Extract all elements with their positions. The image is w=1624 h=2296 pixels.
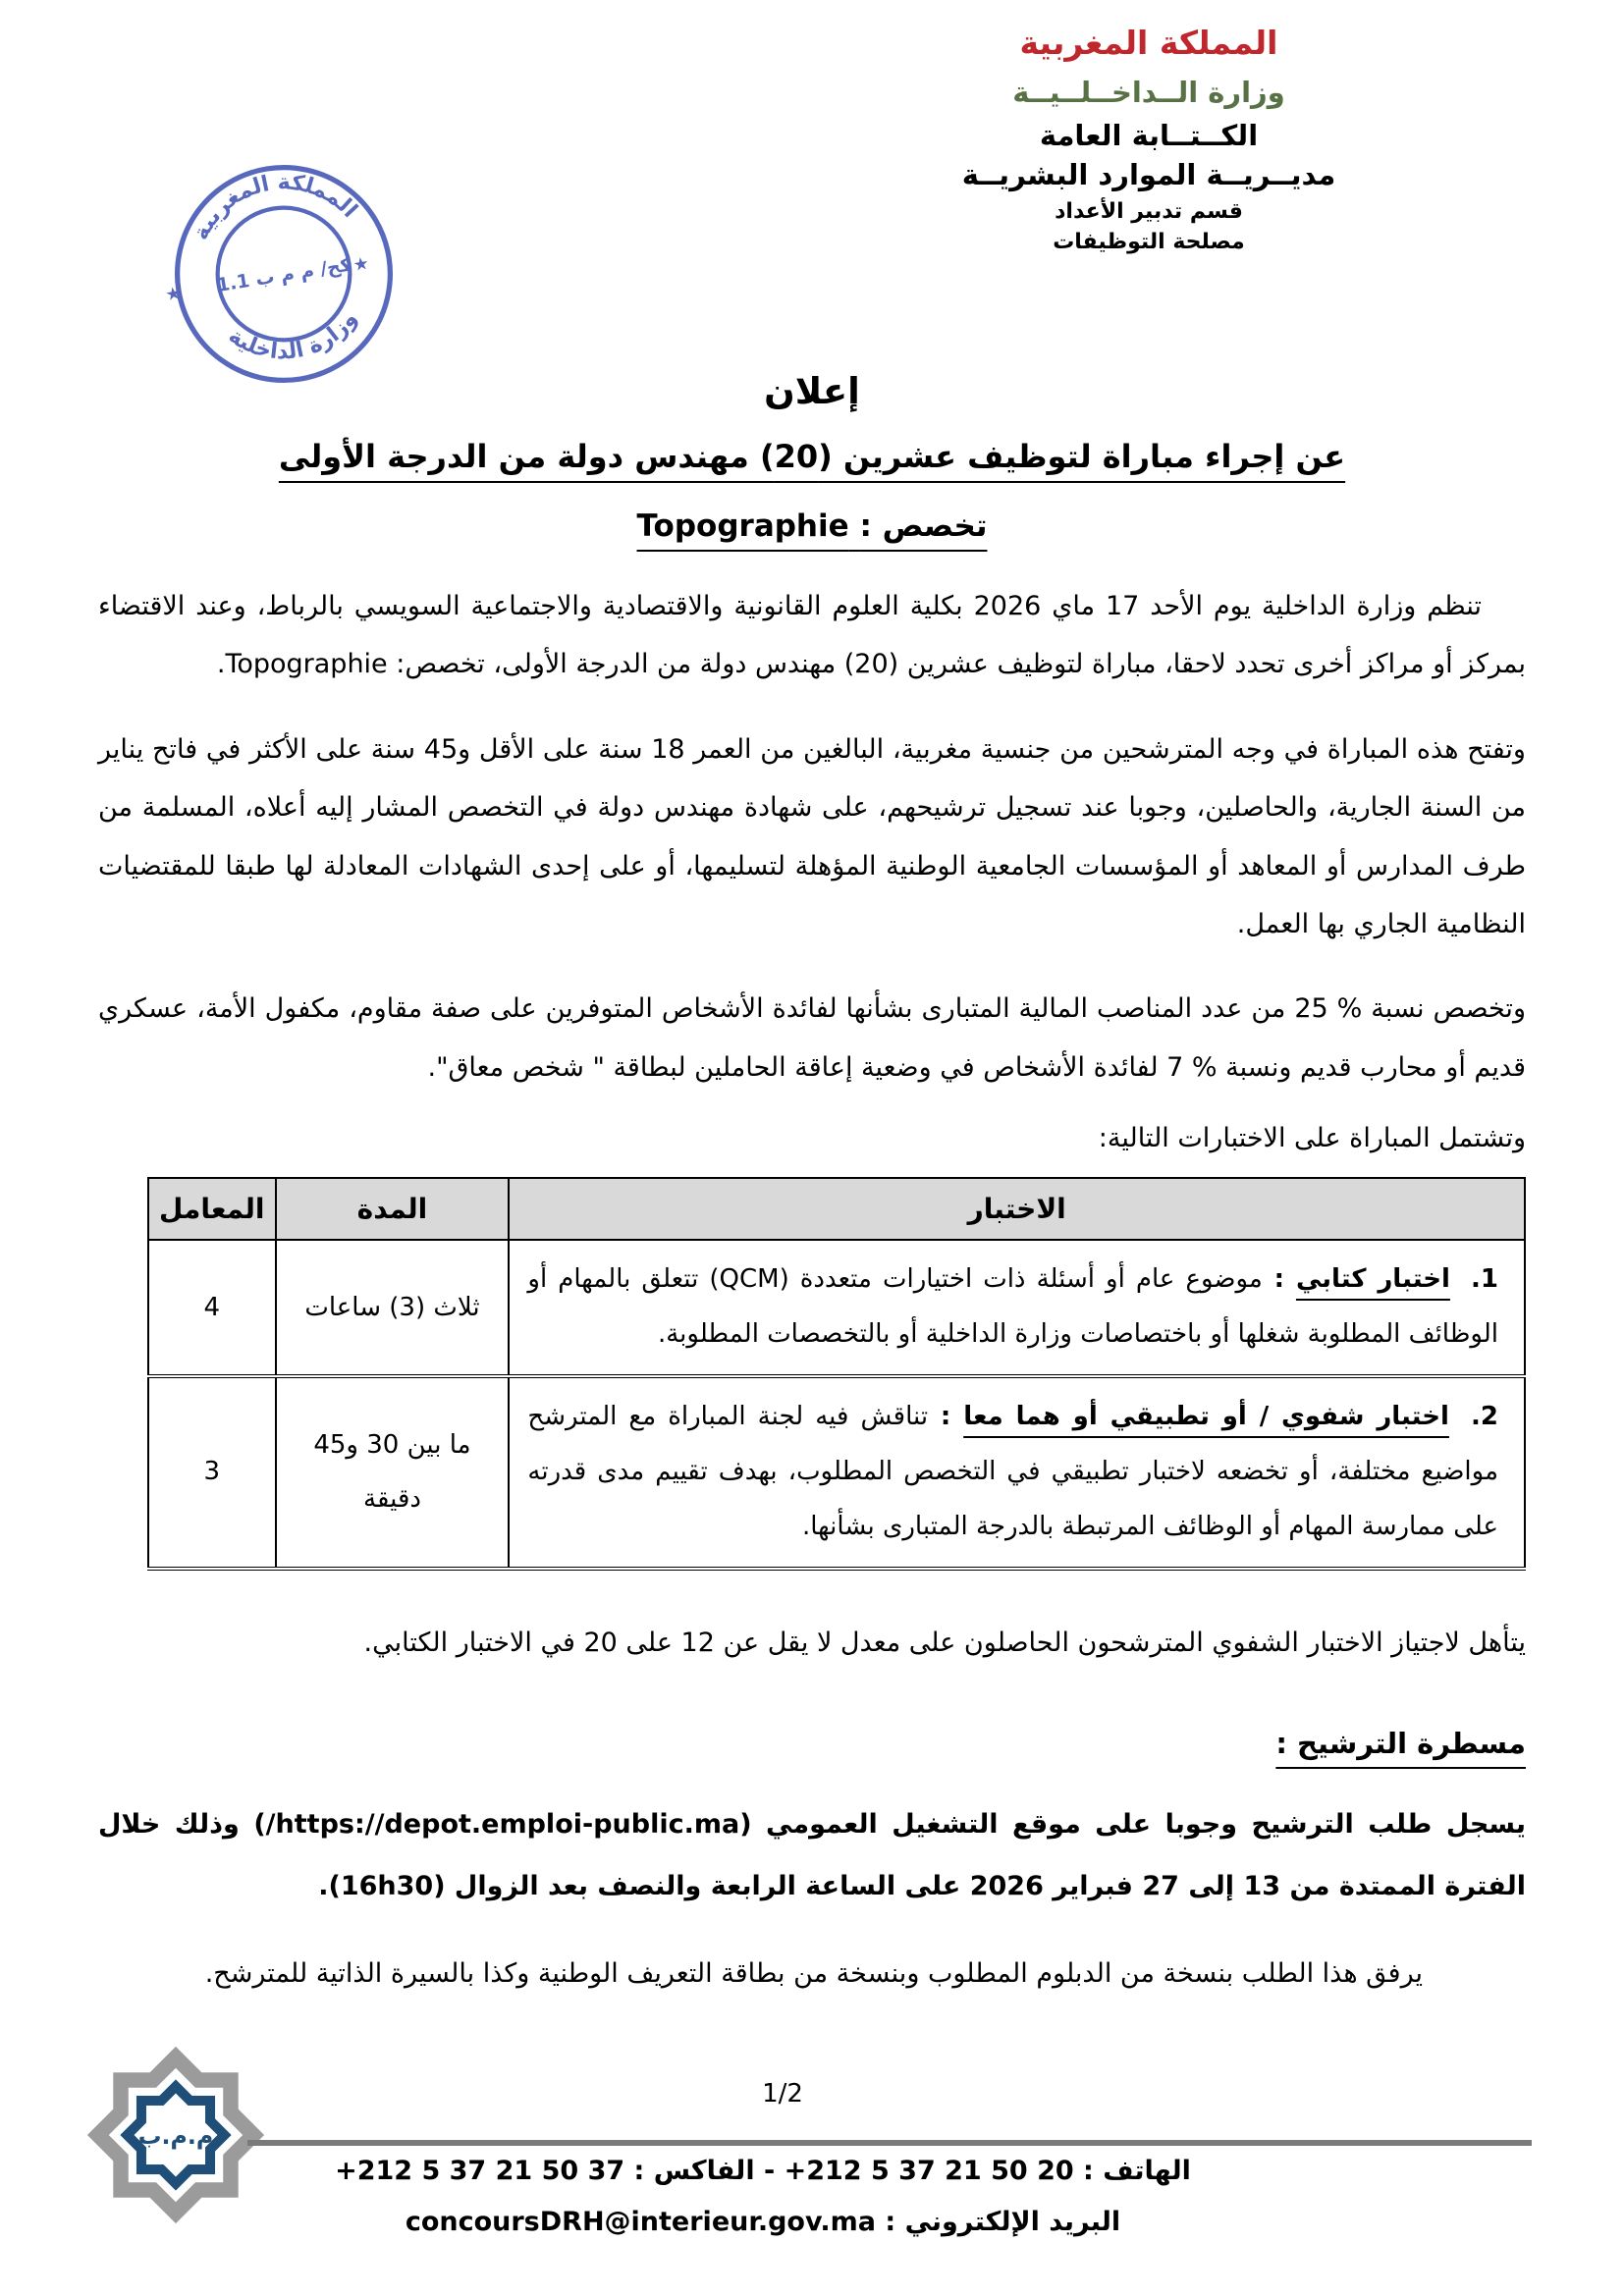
exam-description: تناقش فيه لجنة المباراة مع المترشح مواضيع مختلفة، أو تخضعه لاختبار تطبيقي في التخصص المطلوب، بهدف تقييم مدى قدرته على ممارسة المهام أو الوظائف المرتبطة بالدرجة المتبارى بشأنها. [527, 1401, 1498, 1541]
logo-text: م.م.ب [137, 2122, 214, 2151]
exams-table [147, 1177, 1526, 1570]
column-header-coefficient: المعامل [148, 1178, 276, 1240]
service-title: مصلحة التوظيفات [1053, 230, 1245, 254]
fax-number: +212 5 37 21 50 37 [335, 2156, 625, 2186]
exam-description: موضوع عام أو أسئلة ذات اختيارات متعددة (QCM) تتعلق بالمهام أو الوظائف المطلوبة شغلها أو باختصاصات وزارة الداخلية أو بالتخصصات المطلوبة. [527, 1264, 1498, 1350]
email-address: concoursDRH@interieur.gov.ma [405, 2207, 876, 2237]
ministry-title: وزارة الــداخــلــيــة [1012, 76, 1285, 109]
contact-phone-line [0, 2156, 1526, 2186]
official-stamp [148, 138, 420, 410]
phone-label: الهاتف : [1073, 2156, 1191, 2186]
fax-label: الفاكس : [624, 2156, 755, 2186]
attachments-paragraph: يرفق هذا الطلب بنسخة من الدبلوم المطلوب وبنسخة من بطاقة التعريف الوطنية وكذا بالسيرة الذاتية للمترشح. [204, 1957, 1423, 1989]
paragraph-organization: تنظم وزارة الداخلية يوم الأحد 17 ماي 2026 بكلية العلوم القانونية والاقتصادية والاجتماعية السويسي بالرباط، وعند الاقتضاء بمركز أو مراكز أخرى تحدد لاحقا، مباراة لتوظيف عشرين (20) مهندس دولة من الدرجة الأولى، تخصص: Topographie. [98, 591, 1526, 680]
announcement-subtitle: عن إجراء مباراة لتوظيف عشرين (20) مهندس دولة من الدرجة الأولى [278, 438, 1346, 475]
column-header-duration: المدة [276, 1178, 510, 1240]
exam-title: اختبار كتابي [1295, 1264, 1450, 1295]
specialty-underlined [637, 508, 988, 544]
registration-paragraph: يسجل طلب الترشيح وجوبا على موقع التشغيل العمومي (https://depot.emploi-public.ma/) وذلك خلال الفترة الممتدة من 13 إلى 27 فبراير 2026 على الساعة الرابعة والنصف بعد الزوال (16h30). [98, 1808, 1526, 1902]
directorate-title: مديــريــة الموارد البشريــة [961, 158, 1336, 191]
procedure-heading-text: مسطرة الترشيح : [1275, 1726, 1526, 1760]
letterhead [893, 24, 1404, 254]
stamp-seal-icon [148, 138, 420, 410]
exam-separator: : [928, 1401, 964, 1431]
footer-divider [247, 2140, 1532, 2146]
exams-intro: وتشتمل المباراة على الاختبارات التالية: [1098, 1123, 1526, 1154]
exam-written-cell [509, 1240, 1525, 1376]
specialty-label: تخصص : [859, 508, 988, 544]
procedure-heading [98, 1727, 1526, 1760]
exam-duration: ثلاث (3) ساعات [276, 1240, 510, 1376]
exam-coefficient: 3 [148, 1376, 276, 1569]
paragraph-conditions: وتفتح هذه المباراة في وجه المترشحين من جنسية مغربية، البالغين من العمر 18 سنة على الأقل و45 سنة على الأكثر في فاتح يناير من السنة الجارية، والحاصلين، وجوبا عند تسجيل ترشيحهم، على شهادة مهندس دولة في التخصص المشار إليه أعلاه، المسلمة من طرف المدارس أو المعاهد أو المؤسسات الجامعية الوطنية المؤهلة لتسليمها، أو على إحدى الشهادات المعادلة لها طبقا للمقتضيات النظامية الجاري بها العمل. [98, 733, 1526, 939]
stamp-star-right-icon: ★ [352, 252, 371, 277]
phone-fax-separator: - [754, 2156, 785, 2186]
exam-duration: ما بين 30 و45 دقيقة [276, 1376, 510, 1569]
exam-oral-cell [509, 1376, 1525, 1569]
page-number: 1/2 [762, 2079, 803, 2109]
exam-separator: : [1262, 1264, 1296, 1295]
specialty-value: Topographie [636, 508, 849, 544]
exam-number: 1. [1471, 1264, 1498, 1295]
table-header-row [148, 1178, 1525, 1240]
stamp-top-text: المملكة المغربية [188, 169, 363, 244]
column-header-exam: الاختبار [509, 1178, 1525, 1240]
specialty-line [98, 508, 1526, 544]
eight-point-star-icon [86, 2046, 265, 2224]
exam-number: 2. [1471, 1401, 1498, 1431]
table-row [148, 1376, 1525, 1569]
phone-number: +212 5 37 21 50 20 [784, 2156, 1074, 2186]
stamp-star-left-icon: ★ [164, 283, 184, 306]
exam-title: اختبار شفوي / أو تطبيقي أو هما معا [963, 1401, 1449, 1431]
paragraph-quotas: وتخصص نسبة % 25 من عدد المناصب المالية المتبارى بشأنها لفائدة الأشخاص المتوفرين على صفة مقاوم، مكفول الأمة، عسكري قديم أو محارب قديم ونسبة % 7 لفائدة الأشخاص في وضعية إعاقة الحاملين لبطاقة " شخص معاق". [98, 993, 1526, 1083]
table-row [148, 1240, 1525, 1376]
announcement-title: إعلان [764, 370, 860, 412]
contact-email-line [0, 2207, 1526, 2237]
qualification-note: يتأهل لاجتياز الاختبار الشفوي المترشحون الحاصلون على معدل لا يقل عن 12 على 20 في الاختبار الكتابي. [363, 1627, 1526, 1658]
bpp-logo [86, 2046, 265, 2224]
division-title: قسم تدبير الأعداد [1055, 199, 1243, 224]
exam-coefficient: 4 [148, 1240, 276, 1376]
email-label: البريد الإلكتروني : [875, 2207, 1121, 2237]
stamp-bottom-text: وزارة الداخلية [223, 306, 363, 365]
kingdom-title: المملكة المغربية [1019, 24, 1278, 62]
stamp-center-text: كح/ م م ب 1.1 [215, 253, 353, 297]
secretariat-title: الكــتــابة العامة [1039, 119, 1259, 152]
